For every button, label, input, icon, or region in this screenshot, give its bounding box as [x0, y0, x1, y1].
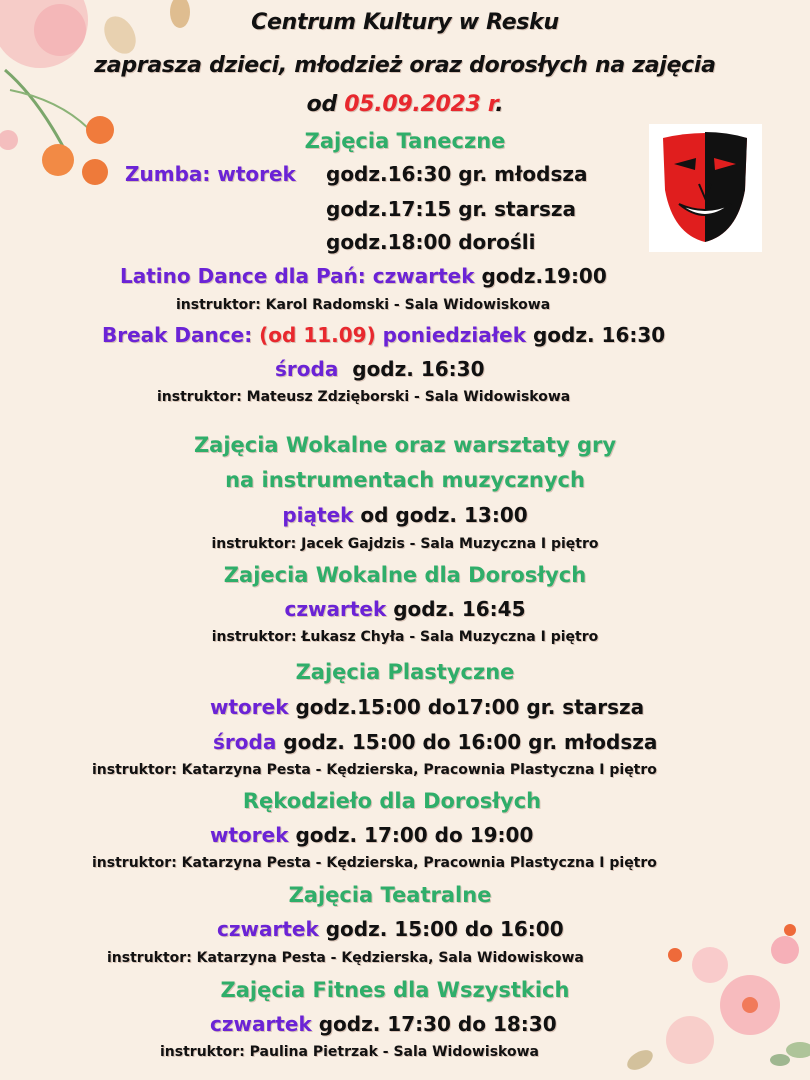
craft-schedule: wtorek godz. 17:00 do 19:00: [210, 823, 534, 847]
vocal-adult-schedule: czwartek godz. 16:45: [284, 597, 526, 621]
craft-section-title: Rękodzieło dla Dorosłych: [242, 789, 542, 813]
theatre-schedule: czwartek godz. 15:00 do 16:00: [217, 917, 564, 941]
vocal-instructor: instruktor: Jacek Gajdzis - Sala Muzyczna I piętro: [211, 536, 599, 552]
zumba-time-3: godz.18:00 dorośli: [326, 230, 536, 254]
theatre-instructor: instruktor: Katarzyna Pesta - Kędzierska, Sala Widowiskowa: [107, 950, 584, 966]
art-schedule-2: środa godz. 15:00 do 16:00 gr. młodsza: [213, 730, 658, 754]
craft-instructor: instruktor: Katarzyna Pesta - Kędzierska, Pracownia Plastyczna I piętro: [92, 855, 657, 871]
art-section-title: Zajęcia Plastyczne: [295, 660, 515, 684]
latino-schedule: Latino Dance dla Pań: czwartek godz.19:00: [120, 264, 607, 288]
vocal-schedule: piątek od godz. 13:00: [282, 503, 528, 527]
vocal-section-title-1: Zajęcia Wokalne oraz warsztaty gry: [193, 433, 617, 457]
header-title: Centrum Kultury w Resku: [251, 10, 559, 35]
zumba-time-2: godz.17:15 gr. starsza: [326, 197, 576, 221]
zumba-time-1: godz.16:30 gr. młodsza: [326, 162, 588, 186]
break-schedule: Break Dance: (od 11.09) poniedziałek godz. 16:30: [102, 323, 666, 347]
art-schedule-1: wtorek godz.15:00 do17:00 gr. starsza: [210, 695, 645, 719]
latino-instructor: instruktor: Karol Radomski - Sala Widowiskowa: [176, 297, 551, 313]
zumba-label: Zumba: wtorek: [125, 162, 296, 186]
header-subtitle: zaprasza dzieci, młodzież oraz dorosłych na zajęcia: [94, 53, 716, 78]
theatre-section-title: Zajęcia Teatralne: [288, 883, 492, 907]
fitness-schedule: czwartek godz. 17:30 do 18:30: [210, 1012, 557, 1036]
art-instructor: instruktor: Katarzyna Pesta - Kędzierska, Pracownia Plastyczna I piętro: [92, 762, 657, 778]
header-start-date: od 05.09.2023 r.: [306, 92, 504, 117]
break-instructor: instruktor: Mateusz Zdzięborski - Sala Widowiskowa: [157, 389, 571, 405]
fitness-instructor: instruktor: Paulina Pietrzak - Sala Widowiskowa: [160, 1044, 539, 1060]
fitness-section-title: Zajęcia Fitnes dla Wszystkich: [220, 978, 570, 1002]
vocal-adult-title: Zajecia Wokalne dla Dorosłych: [223, 563, 587, 587]
break-schedule-2: środa godz. 16:30: [275, 357, 485, 381]
dance-section-title: Zajęcia Taneczne: [304, 129, 506, 153]
vocal-section-title-2: na instrumentach muzycznych: [225, 468, 585, 492]
vocal-adult-instructor: instruktor: Łukasz Chyła - Sala Muzyczna I piętro: [211, 629, 599, 645]
